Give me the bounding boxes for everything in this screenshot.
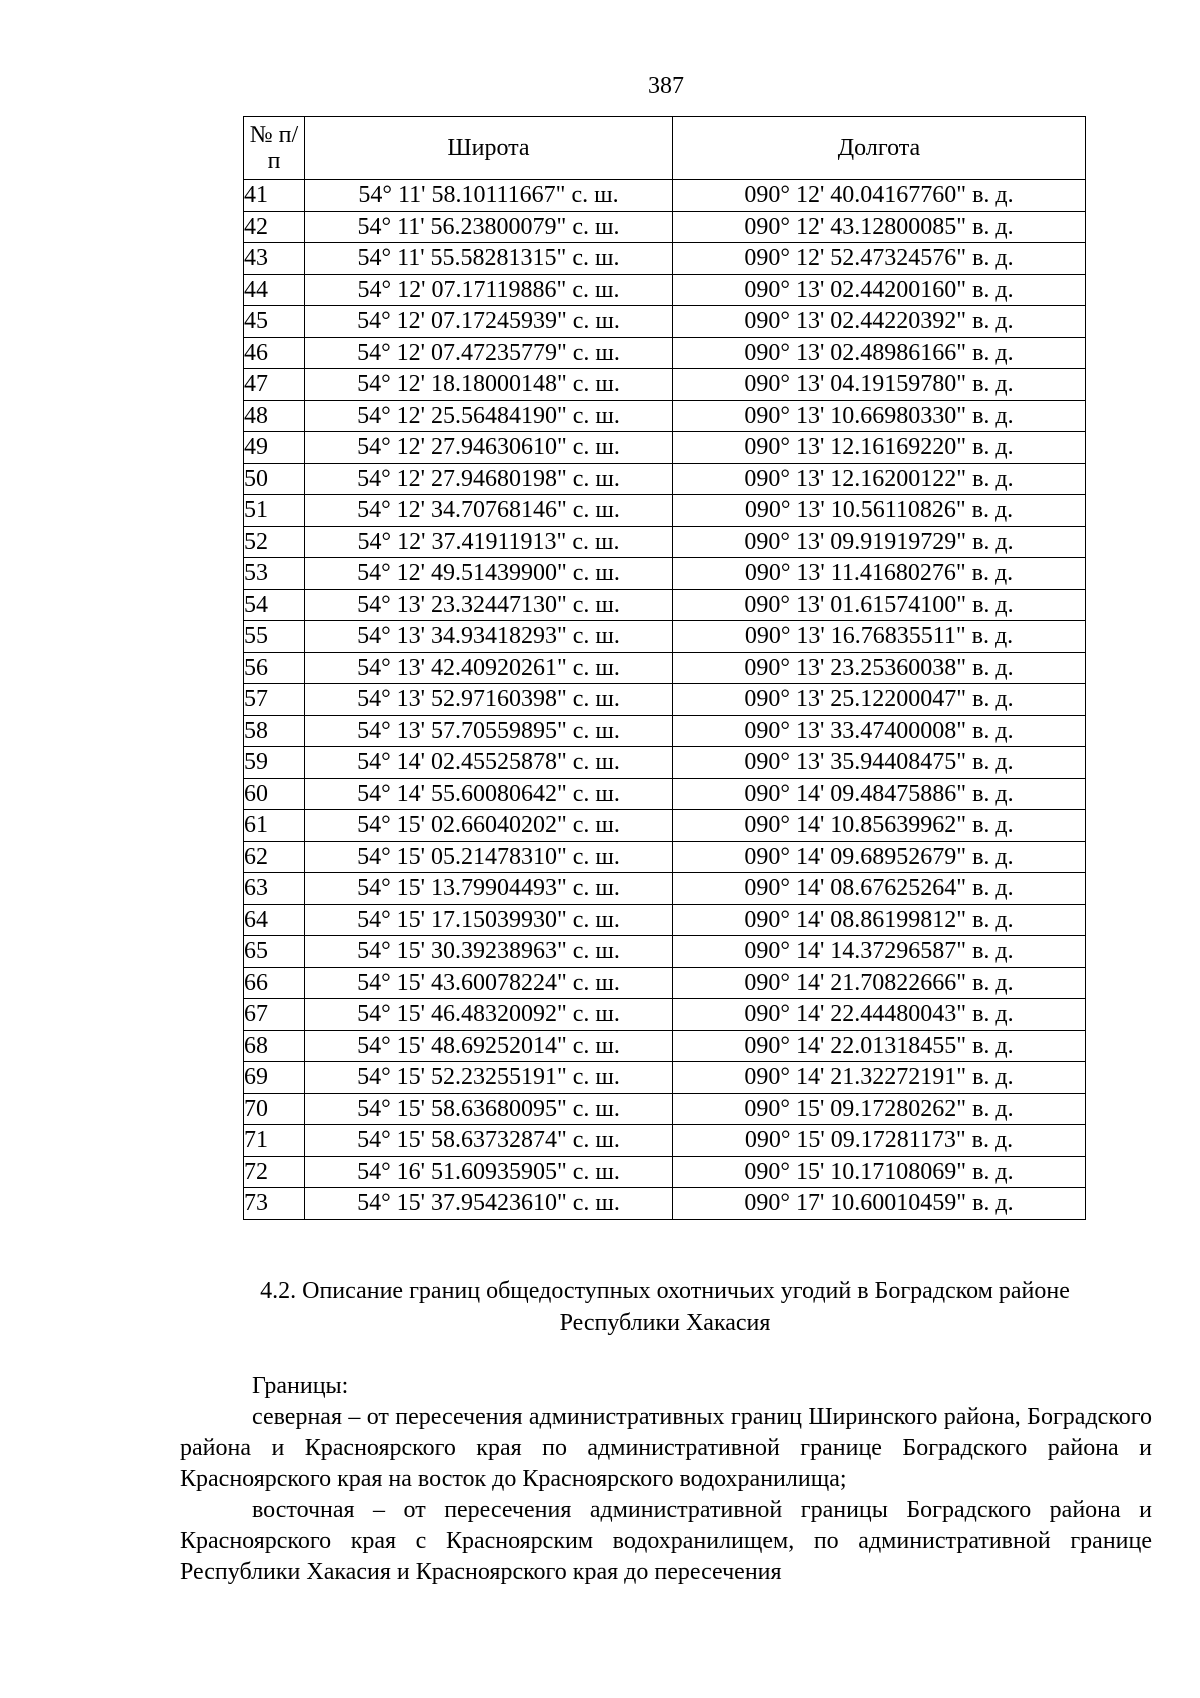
table-row — [244, 306, 1086, 338]
latitude-cell: 54° 14' 55.60080642" с. ш. — [305, 778, 673, 810]
table-row — [244, 369, 1086, 401]
latitude-cell: 54° 12' 07.17119886" с. ш. — [305, 274, 673, 306]
coordinates-table — [243, 116, 1086, 1220]
longitude-cell: 090° 13' 11.41680276" в. д. — [673, 558, 1086, 590]
row-number: 50 — [244, 463, 305, 495]
table-row — [244, 999, 1086, 1031]
table-row — [244, 526, 1086, 558]
table-row — [244, 873, 1086, 905]
table-row — [244, 180, 1086, 212]
longitude-cell: 090° 13' 02.44220392" в. д. — [673, 306, 1086, 338]
latitude-cell: 54° 15' 46.48320092" с. ш. — [305, 999, 673, 1031]
latitude-cell: 54° 11' 56.23800079" с. ш. — [305, 211, 673, 243]
row-number: 42 — [244, 211, 305, 243]
row-number: 57 — [244, 684, 305, 716]
longitude-cell: 090° 14' 14.37296587" в. д. — [673, 936, 1086, 968]
table-row — [244, 432, 1086, 464]
row-number: 72 — [244, 1156, 305, 1188]
latitude-cell: 54° 15' 13.79904493" с. ш. — [305, 873, 673, 905]
latitude-cell: 54° 14' 02.45525878" с. ш. — [305, 747, 673, 779]
table-row — [244, 1093, 1086, 1125]
latitude-cell: 54° 15' 43.60078224" с. ш. — [305, 967, 673, 999]
row-number: 46 — [244, 337, 305, 369]
table-row — [244, 810, 1086, 842]
east-boundary-paragraph: восточная – от пересечения административной границы Боградского района и Красноярского края с Красноярским водохранилищем, по административной границе Республики Хакасия и Красноярского края до пересечения — [180, 1497, 1152, 1585]
latitude-cell: 54° 12' 37.41911913" с. ш. — [305, 526, 673, 558]
table-row — [244, 841, 1086, 873]
table-row — [244, 400, 1086, 432]
row-number: 65 — [244, 936, 305, 968]
row-number: 67 — [244, 999, 305, 1031]
table-row — [244, 904, 1086, 936]
row-number: 71 — [244, 1125, 305, 1157]
table-row — [244, 1188, 1086, 1220]
row-number: 63 — [244, 873, 305, 905]
row-number: 61 — [244, 810, 305, 842]
latitude-cell: 54° 12' 27.94680198" с. ш. — [305, 463, 673, 495]
latitude-cell: 54° 15' 48.69252014" с. ш. — [305, 1030, 673, 1062]
table-row — [244, 558, 1086, 590]
latitude-cell: 54° 15' 58.63732874" с. ш. — [305, 1125, 673, 1157]
table-row — [244, 652, 1086, 684]
longitude-cell: 090° 14' 09.48475886" в. д. — [673, 778, 1086, 810]
header-latitude: Широта — [305, 117, 673, 180]
latitude-cell: 54° 13' 42.40920261" с. ш. — [305, 652, 673, 684]
longitude-cell: 090° 12' 40.04167760" в. д. — [673, 180, 1086, 212]
row-number: 68 — [244, 1030, 305, 1062]
latitude-cell: 54° 15' 37.95423610" с. ш. — [305, 1188, 673, 1220]
header-number — [244, 117, 305, 180]
table-row — [244, 936, 1086, 968]
table-row — [244, 589, 1086, 621]
latitude-cell: 54° 15' 30.39238963" с. ш. — [305, 936, 673, 968]
table-row — [244, 495, 1086, 527]
table-row — [244, 1125, 1086, 1157]
latitude-cell: 54° 15' 02.66040202" с. ш. — [305, 810, 673, 842]
latitude-cell: 54° 11' 55.58281315" с. ш. — [305, 243, 673, 275]
longitude-cell: 090° 14' 09.68952679" в. д. — [673, 841, 1086, 873]
page-number: 387 — [648, 73, 684, 99]
latitude-cell: 54° 11' 58.10111667" с. ш. — [305, 180, 673, 212]
latitude-cell: 54° 12' 07.47235779" с. ш. — [305, 337, 673, 369]
longitude-cell: 090° 13' 33.47400008" в. д. — [673, 715, 1086, 747]
header-number-label: № п/п — [249, 122, 299, 174]
table-row — [244, 715, 1086, 747]
row-number: 70 — [244, 1093, 305, 1125]
row-number: 59 — [244, 747, 305, 779]
row-number: 56 — [244, 652, 305, 684]
section-title-line-1: 4.2. Описание границ общедоступных охотничьих угодий в Боградском районе — [260, 1278, 1070, 1304]
latitude-cell: 54° 12' 34.70768146" с. ш. — [305, 495, 673, 527]
table-row — [244, 211, 1086, 243]
row-number: 53 — [244, 558, 305, 590]
table-row — [244, 1062, 1086, 1094]
row-number: 69 — [244, 1062, 305, 1094]
longitude-cell: 090° 14' 10.85639962" в. д. — [673, 810, 1086, 842]
table-row — [244, 463, 1086, 495]
row-number: 47 — [244, 369, 305, 401]
latitude-cell: 54° 12' 07.17245939" с. ш. — [305, 306, 673, 338]
longitude-cell: 090° 12' 43.12800085" в. д. — [673, 211, 1086, 243]
table-row — [244, 684, 1086, 716]
table-body — [244, 180, 1086, 1220]
boundary-description — [180, 1371, 1152, 1588]
latitude-cell: 54° 13' 57.70559895" с. ш. — [305, 715, 673, 747]
latitude-cell: 54° 12' 27.94630610" с. ш. — [305, 432, 673, 464]
longitude-cell: 090° 13' 02.44200160" в. д. — [673, 274, 1086, 306]
longitude-cell: 090° 14' 21.32272191" в. д. — [673, 1062, 1086, 1094]
north-boundary-paragraph: северная – от пересечения административных границ Ширинского района, Боградского района и Красноярского края по административной границе Боградского района и Красноярского края на восток до Красноярского водохранилища; — [180, 1404, 1152, 1492]
table-row — [244, 1030, 1086, 1062]
boundaries-label: Границы: — [252, 1373, 349, 1399]
longitude-cell: 090° 13' 04.19159780" в. д. — [673, 369, 1086, 401]
longitude-cell: 090° 12' 52.47324576" в. д. — [673, 243, 1086, 275]
table-row — [244, 337, 1086, 369]
longitude-cell: 090° 13' 09.91919729" в. д. — [673, 526, 1086, 558]
table-row — [244, 621, 1086, 653]
row-number: 58 — [244, 715, 305, 747]
longitude-cell: 090° 13' 02.48986166" в. д. — [673, 337, 1086, 369]
longitude-cell: 090° 13' 12.16169220" в. д. — [673, 432, 1086, 464]
row-number: 48 — [244, 400, 305, 432]
longitude-cell: 090° 13' 01.61574100" в. д. — [673, 589, 1086, 621]
row-number: 66 — [244, 967, 305, 999]
longitude-cell: 090° 15' 09.17281173" в. д. — [673, 1125, 1086, 1157]
latitude-cell: 54° 16' 51.60935905" с. ш. — [305, 1156, 673, 1188]
longitude-cell: 090° 14' 22.44480043" в. д. — [673, 999, 1086, 1031]
longitude-cell: 090° 13' 10.66980330" в. д. — [673, 400, 1086, 432]
latitude-cell: 54° 12' 49.51439900" с. ш. — [305, 558, 673, 590]
header-longitude: Долгота — [673, 117, 1086, 180]
row-number: 62 — [244, 841, 305, 873]
row-number: 49 — [244, 432, 305, 464]
latitude-cell: 54° 12' 18.18000148" с. ш. — [305, 369, 673, 401]
longitude-cell: 090° 14' 08.67625264" в. д. — [673, 873, 1086, 905]
longitude-cell: 090° 17' 10.60010459" в. д. — [673, 1188, 1086, 1220]
table-row — [244, 778, 1086, 810]
row-number: 60 — [244, 778, 305, 810]
row-number: 52 — [244, 526, 305, 558]
longitude-cell: 090° 13' 16.76835511" в. д. — [673, 621, 1086, 653]
table-row — [244, 274, 1086, 306]
latitude-cell: 54° 12' 25.56484190" с. ш. — [305, 400, 673, 432]
longitude-cell: 090° 13' 25.12200047" в. д. — [673, 684, 1086, 716]
latitude-cell: 54° 15' 05.21478310" с. ш. — [305, 841, 673, 873]
row-number: 51 — [244, 495, 305, 527]
longitude-cell: 090° 14' 22.01318455" в. д. — [673, 1030, 1086, 1062]
latitude-cell: 54° 15' 52.23255191" с. ш. — [305, 1062, 673, 1094]
table-row — [244, 967, 1086, 999]
section-title-line-2: Республики Хакасия — [559, 1310, 771, 1336]
longitude-cell: 090° 13' 23.25360038" в. д. — [673, 652, 1086, 684]
table-header-row — [244, 117, 1086, 180]
row-number: 73 — [244, 1188, 305, 1220]
latitude-cell: 54° 15' 58.63680095" с. ш. — [305, 1093, 673, 1125]
longitude-cell: 090° 14' 08.86199812" в. д. — [673, 904, 1086, 936]
latitude-cell: 54° 13' 52.97160398" с. ш. — [305, 684, 673, 716]
latitude-cell: 54° 15' 17.15039930" с. ш. — [305, 904, 673, 936]
latitude-cell: 54° 13' 23.32447130" с. ш. — [305, 589, 673, 621]
table-row — [244, 243, 1086, 275]
longitude-cell: 090° 13' 10.56110826" в. д. — [673, 495, 1086, 527]
table-row — [244, 1156, 1086, 1188]
longitude-cell: 090° 15' 10.17108069" в. д. — [673, 1156, 1086, 1188]
row-number: 45 — [244, 306, 305, 338]
longitude-cell: 090° 13' 12.16200122" в. д. — [673, 463, 1086, 495]
longitude-cell: 090° 13' 35.94408475" в. д. — [673, 747, 1086, 779]
row-number: 54 — [244, 589, 305, 621]
section-title — [180, 1275, 1150, 1339]
longitude-cell: 090° 14' 21.70822666" в. д. — [673, 967, 1086, 999]
row-number: 55 — [244, 621, 305, 653]
row-number: 43 — [244, 243, 305, 275]
latitude-cell: 54° 13' 34.93418293" с. ш. — [305, 621, 673, 653]
row-number: 41 — [244, 180, 305, 212]
row-number: 44 — [244, 274, 305, 306]
row-number: 64 — [244, 904, 305, 936]
longitude-cell: 090° 15' 09.17280262" в. д. — [673, 1093, 1086, 1125]
table-row — [244, 747, 1086, 779]
